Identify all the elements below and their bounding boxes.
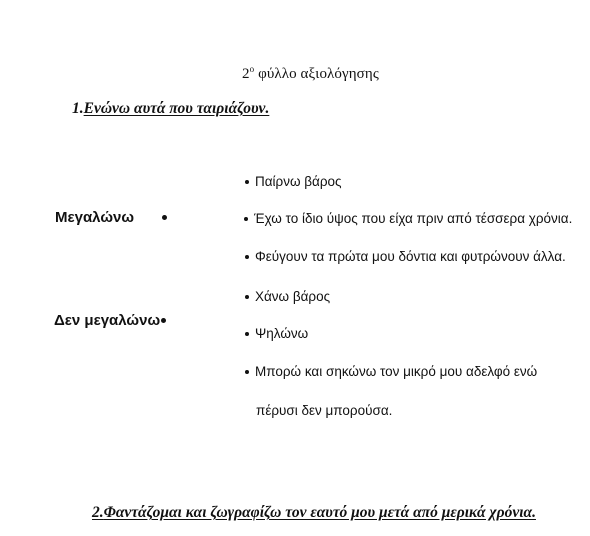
right-item-5-bullet [245, 332, 249, 336]
right-item-6-continuation: πέρυσι δεν μπορούσα. [256, 403, 393, 418]
right-item-3-bullet [245, 255, 249, 259]
right-item-1 [245, 174, 342, 189]
worksheet-title [242, 66, 379, 83]
right-item-5-text: Ψηλώνω [255, 326, 309, 341]
title-number: 2 [242, 66, 250, 82]
right-item-4-text: Χάνω βάρος [255, 289, 331, 304]
right-item-2 [244, 211, 572, 226]
section-2-heading [92, 504, 536, 522]
section-1-heading [72, 100, 269, 118]
right-item-2-text: Έχω το ίδιο ύψος που είχα πριν από τέσσερα χρόνια. [254, 211, 573, 226]
right-item-1-bullet [245, 180, 249, 184]
left-item-not-grow-bullet [161, 318, 166, 323]
title-text: φύλλο αξιολόγησης [258, 66, 379, 82]
right-item-5 [245, 326, 308, 341]
right-item-6-text: Μπορώ και σηκώνω τον μικρό μου αδελφό ενώ [255, 364, 538, 379]
left-item-grow-bullet [162, 215, 167, 220]
section-2-text: Φαντάζομαι και ζωγραφίζω τον εαυτό μου μετά από μερικά χρόνια. [103, 504, 536, 521]
right-item-4-bullet [245, 295, 249, 299]
right-item-1-text: Παίρνω βάρος [255, 174, 342, 189]
right-item-2-bullet [244, 217, 248, 221]
right-item-3-text: Φεύγουν τα πρώτα μου δόντια και φυτρώνουν άλλα. [255, 249, 566, 264]
section-1-text: Ενώνω αυτά που ταιριάζουν. [83, 100, 270, 117]
right-item-6 [245, 364, 537, 379]
section-1-number: 1. [72, 100, 84, 117]
title-superscript: o [249, 64, 255, 74]
right-item-3 [245, 249, 566, 264]
left-item-grow: Μεγαλώνω [55, 209, 135, 226]
right-item-6-bullet [245, 370, 249, 374]
left-item-not-grow: Δεν μεγαλώνω [54, 312, 161, 329]
right-item-4 [245, 289, 330, 304]
section-2-number: 2. [92, 504, 104, 521]
